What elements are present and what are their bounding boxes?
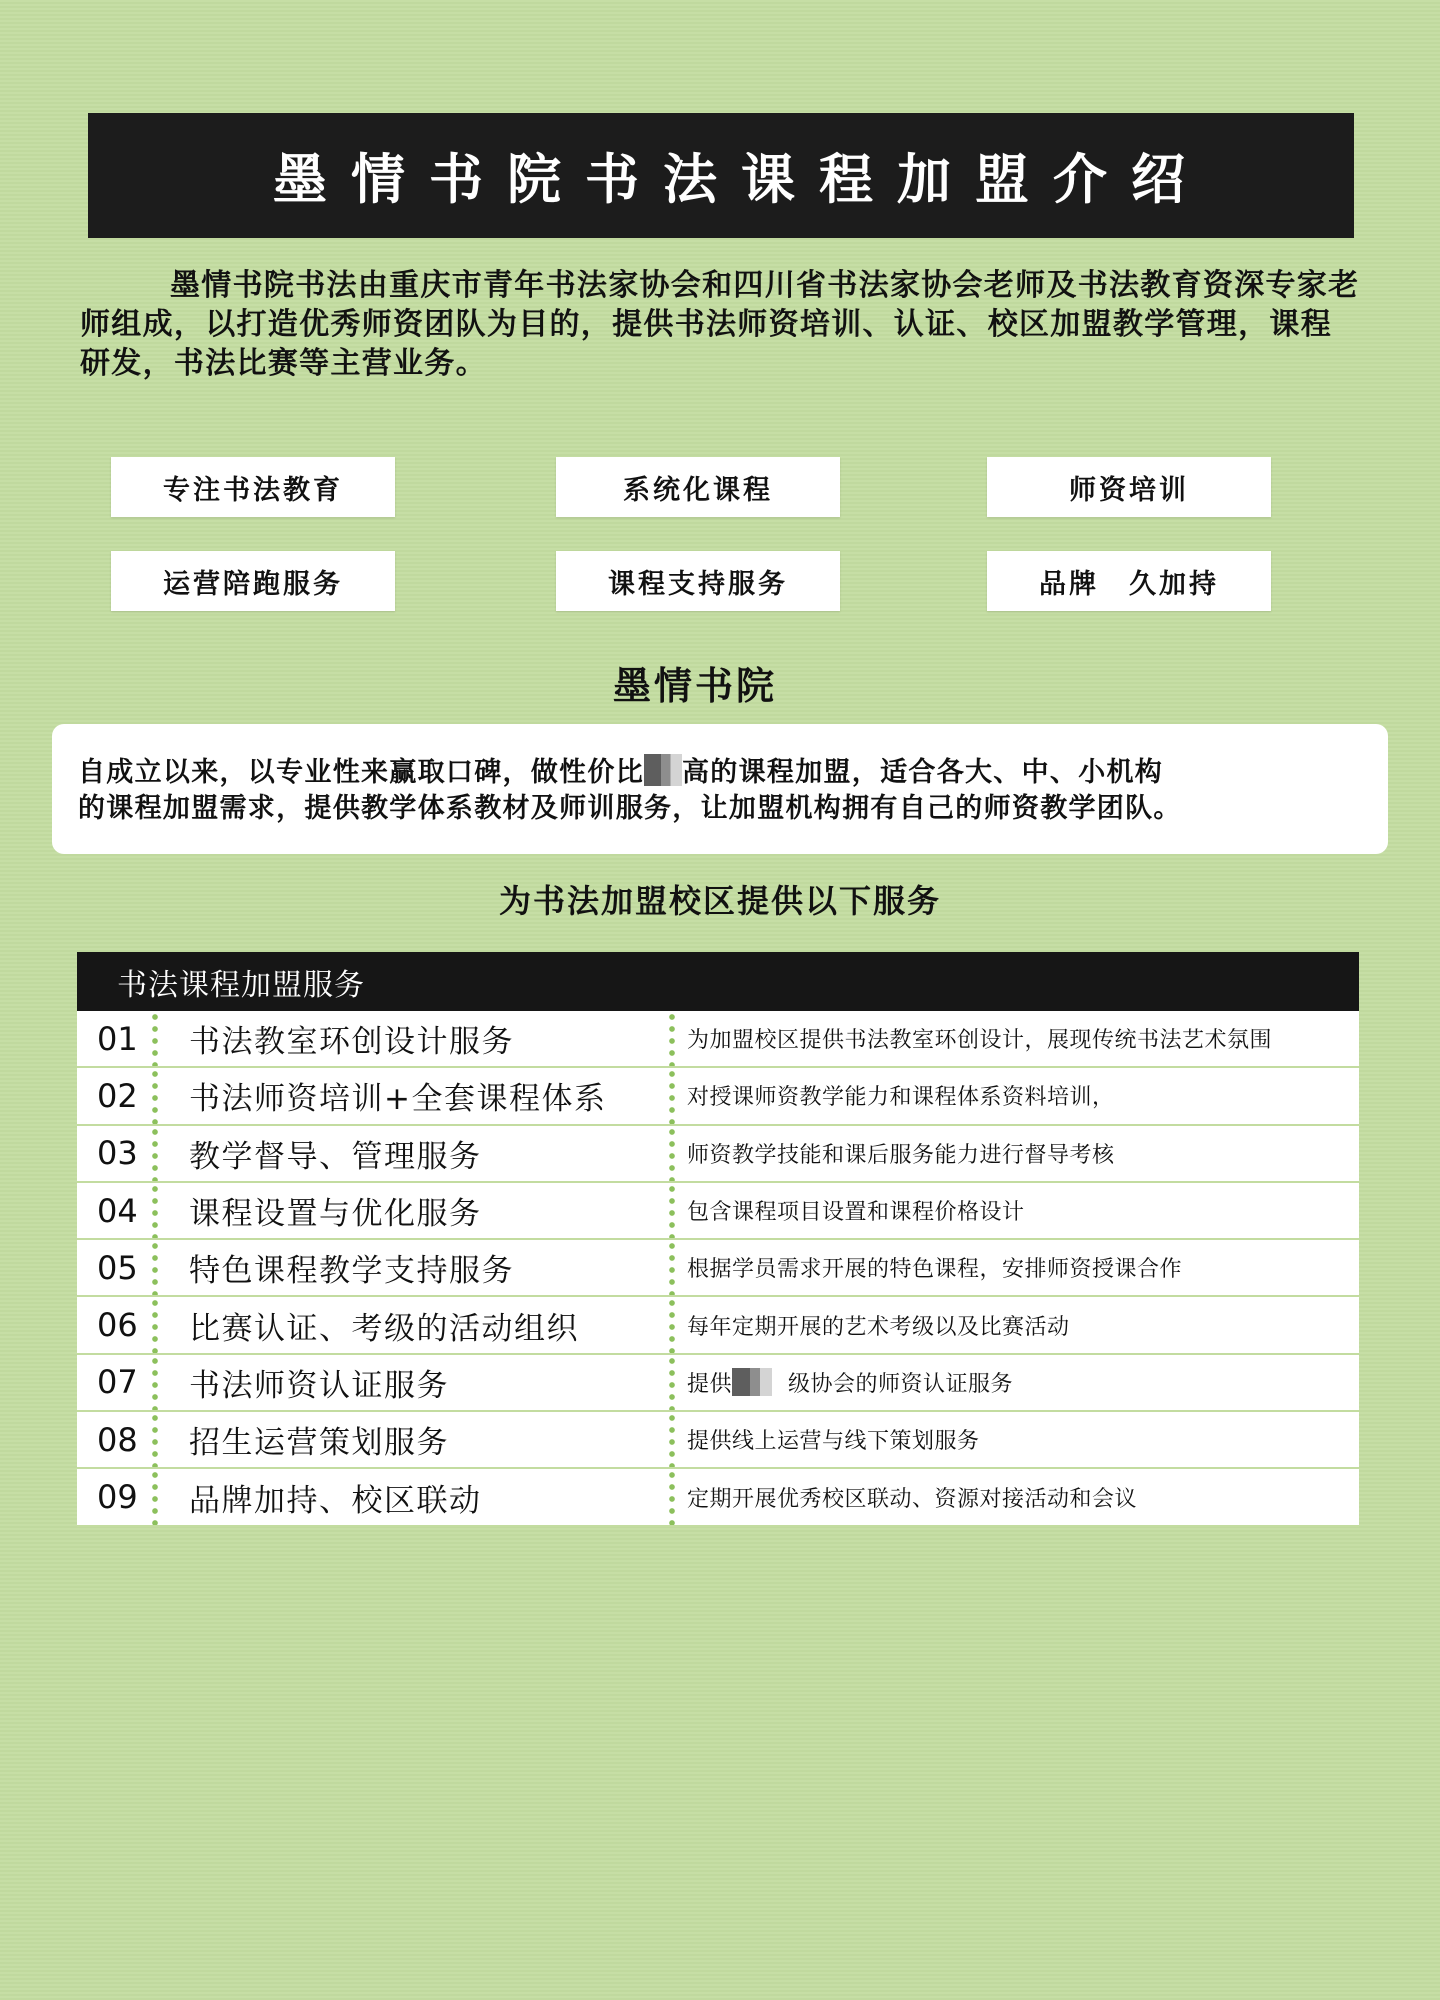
dotted-divider [669,1355,675,1410]
dotted-divider [152,1126,158,1181]
dotted-divider [152,1240,158,1295]
feature-box: 专注书法教育 [111,457,395,517]
table-row [77,1297,1359,1354]
table-row [77,1183,1359,1240]
feature-box: 品牌 久加持 [987,551,1271,611]
row-number: 05 [97,1248,138,1287]
service-name: 书法师资认证服务 [189,1367,449,1404]
service-detail [687,1355,1013,1410]
service-name: 比赛认证、考级的活动组织 [189,1310,579,1347]
service-detail: 每年定期开展的艺术考级以及比赛活动 [687,1314,1070,1340]
dotted-divider [669,1068,675,1123]
service-name: 书法教室环创设计服务 [189,1024,514,1061]
description-line [78,754,1364,791]
feature-box: 系统化课程 [556,457,840,517]
dotted-divider [152,1068,158,1123]
dotted-divider [669,1011,675,1066]
dotted-divider [669,1240,675,1295]
table-row [77,1469,1359,1526]
feature-box: 课程支持服务 [556,551,840,611]
table-row [77,1068,1359,1125]
service-name: 书法师资培训+全套课程体系 [189,1081,607,1118]
service-detail-text: 提供 [687,1371,733,1397]
row-number: 08 [97,1420,138,1459]
row-number: 07 [97,1363,138,1402]
feature-box: 运营陪跑服务 [111,551,395,611]
dotted-divider [669,1183,675,1238]
service-detail-text: 级协会的师资认证服务 [788,1371,1014,1397]
table-row [77,1011,1359,1068]
services-table [77,952,1359,1527]
service-detail: 师资教学技能和课后服务能力进行督导考核 [687,1142,1115,1168]
service-detail: 提供线上运营与线下策划服务 [687,1429,980,1455]
row-number: 04 [97,1191,138,1230]
dotted-divider [152,1412,158,1467]
table-row [77,1355,1359,1412]
dotted-divider [669,1126,675,1181]
redacted-mark [644,754,682,786]
table-row [77,1412,1359,1469]
service-name: 课程设置与优化服务 [189,1196,482,1233]
service-detail: 包含课程项目设置和课程价格设计 [687,1200,1025,1226]
service-name: 特色课程教学支持服务 [189,1253,514,1290]
dotted-divider [152,1297,158,1352]
dotted-divider [152,1183,158,1238]
description-line: 的课程加盟需求，提供教学体系教材及师训服务，让加盟机构拥有自己的师资教学团队。 [78,793,1182,824]
page-title: 墨情书院书法课程加盟介绍 [273,148,1209,211]
row-number: 02 [97,1076,138,1115]
dotted-divider [669,1412,675,1467]
service-detail: 对授课师资教学能力和课程体系资料培训， [687,1085,1115,1111]
row-number: 09 [97,1478,138,1517]
services-heading: 为书法加盟校区提供以下服务 [498,882,941,920]
feature-box: 师资培训 [987,457,1271,517]
title-banner [88,113,1354,238]
dotted-divider [152,1355,158,1410]
dotted-divider [669,1297,675,1352]
service-name: 招生运营策划服务 [189,1425,449,1462]
table-header: 书法课程加盟服务 [77,952,1359,1011]
service-detail: 为加盟校区提供书法教室环创设计，展现传统书法艺术氛围 [687,1028,1273,1054]
brand-heading: 墨情书院 [612,664,777,708]
description-box [52,724,1388,854]
service-detail: 根据学员需求开展的特色课程，安排师资授课合作 [687,1257,1183,1283]
service-name: 教学督导、管理服务 [189,1138,482,1175]
dotted-divider [152,1469,158,1524]
table-row [77,1240,1359,1297]
intro-paragraph: 墨情书院书法由重庆市青年书法家协会和四川省书法家协会老师及书法教育资深专家老师组成，以打造优秀师资团队为目的，提供书法师资培训、认证、校区加盟教学管理，课程研发，书法比赛等主营业务。 [80,268,1360,381]
service-detail: 定期开展优秀校区联动、资源对接活动和会议 [687,1486,1138,1512]
dotted-divider [152,1011,158,1066]
service-name: 品牌加持、校区联动 [189,1482,482,1519]
row-number: 06 [97,1306,138,1345]
table-row [77,1126,1359,1183]
row-number: 03 [97,1134,138,1173]
dotted-divider [669,1469,675,1524]
description-text: 高的课程加盟，适合各大、中、小机构 [682,757,1164,788]
redacted-mark [732,1368,772,1396]
description-text: 自成立以来，以专业性来赢取口碑，做性价比 [78,757,644,788]
row-number: 01 [97,1019,138,1058]
